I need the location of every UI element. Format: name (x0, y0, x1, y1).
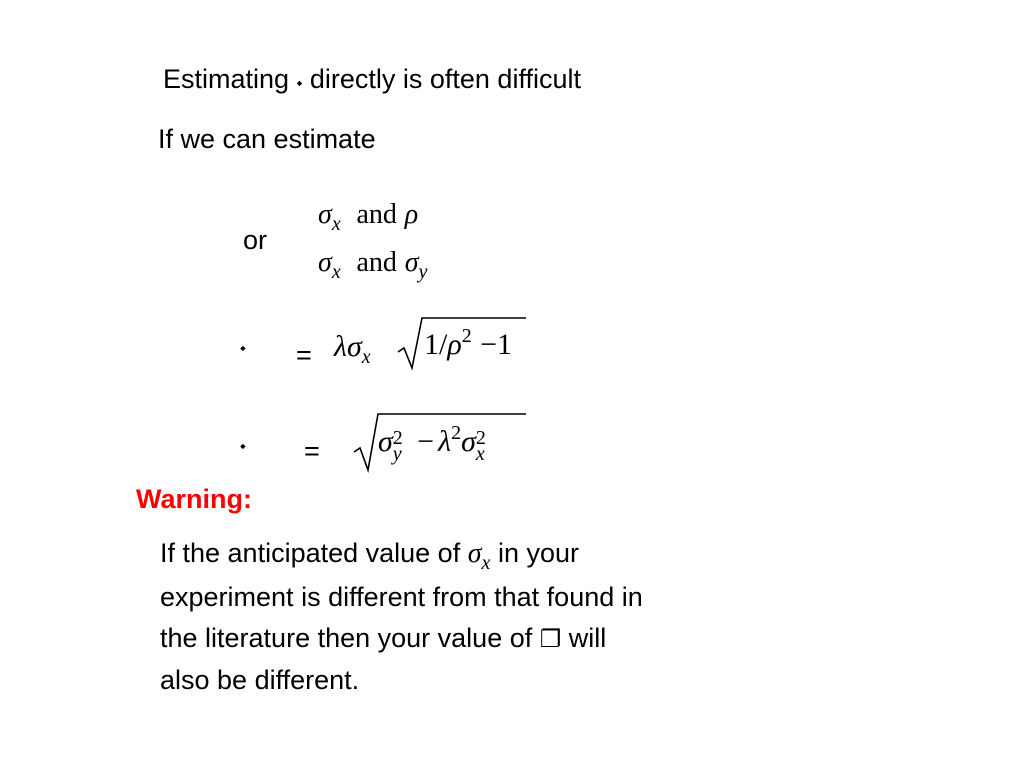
warning-paragraph (160, 533, 800, 701)
sigma-symbol: σ (461, 425, 476, 458)
radicand-sigma-y-minus-lambda-sigma-x (378, 422, 488, 465)
exponent-2: 2 (392, 427, 403, 449)
formula-lambda-sigma-x (334, 330, 371, 368)
minus-sign: − (417, 425, 435, 458)
title-text-end: directly is often difficult (309, 64, 581, 94)
diamond-symbol-icon: ⬩ (240, 436, 246, 455)
one-over: 1/ (424, 328, 448, 361)
and-word: and (356, 247, 397, 278)
subscript-y: y (418, 261, 428, 283)
radicand-one-over-rho-squared-minus-one (424, 325, 513, 362)
sigma-symbol: σ (467, 538, 482, 569)
warning-label: Warning: (136, 484, 252, 514)
rho-symbol: ρ (404, 199, 419, 230)
and-word: and (356, 199, 397, 230)
paragraph-line-3 (160, 618, 800, 660)
box-symbol-icon: ❐ (539, 625, 562, 653)
subscript-y: y (392, 443, 402, 465)
option-sigma-x-and-rho (318, 198, 419, 235)
diamond-symbol-icon: ⬩ (240, 338, 246, 357)
subtitle: If we can estimate (158, 124, 376, 154)
lambda-symbol: λ (334, 330, 347, 363)
equals-sign: = (296, 340, 312, 370)
minus-one: −1 (480, 328, 513, 361)
rho-symbol: ρ (447, 328, 462, 361)
subscript-x: x (331, 261, 341, 283)
text-segment: in your (497, 538, 579, 568)
paragraph-line-4: also be different. (160, 665, 360, 695)
subscript-x: x (361, 346, 371, 368)
exponent-2: 2 (475, 427, 486, 449)
sigma-symbol: σ (318, 199, 332, 230)
subscript-x: x (475, 443, 485, 465)
subscript-x: x (331, 213, 341, 235)
paragraph-line-1 (160, 533, 800, 577)
exponent-2: 2 (461, 325, 472, 347)
sigma-symbol: σ (404, 247, 419, 278)
paragraph-line-2: experiment is different from that found in (160, 582, 643, 612)
text-segment: If the anticipated value of (160, 538, 461, 568)
exponent-2: 2 (451, 422, 462, 444)
sigma-symbol: σ (378, 425, 393, 458)
option-sigma-x-and-sigma-y (318, 246, 428, 283)
lambda-symbol: λ (438, 425, 452, 458)
text-segment: the literature then your value of (160, 623, 533, 653)
equals-sign: = (304, 436, 320, 466)
text-segment: will (568, 623, 607, 653)
diamond-symbol-icon: ⬩ (296, 73, 303, 92)
slide-title (163, 64, 581, 95)
subscript-x: x (481, 552, 491, 574)
or-label: or (243, 225, 268, 255)
sigma-symbol: σ (318, 247, 332, 278)
sigma-symbol: σ (347, 330, 362, 363)
title-text-start: Estimating (163, 64, 290, 94)
